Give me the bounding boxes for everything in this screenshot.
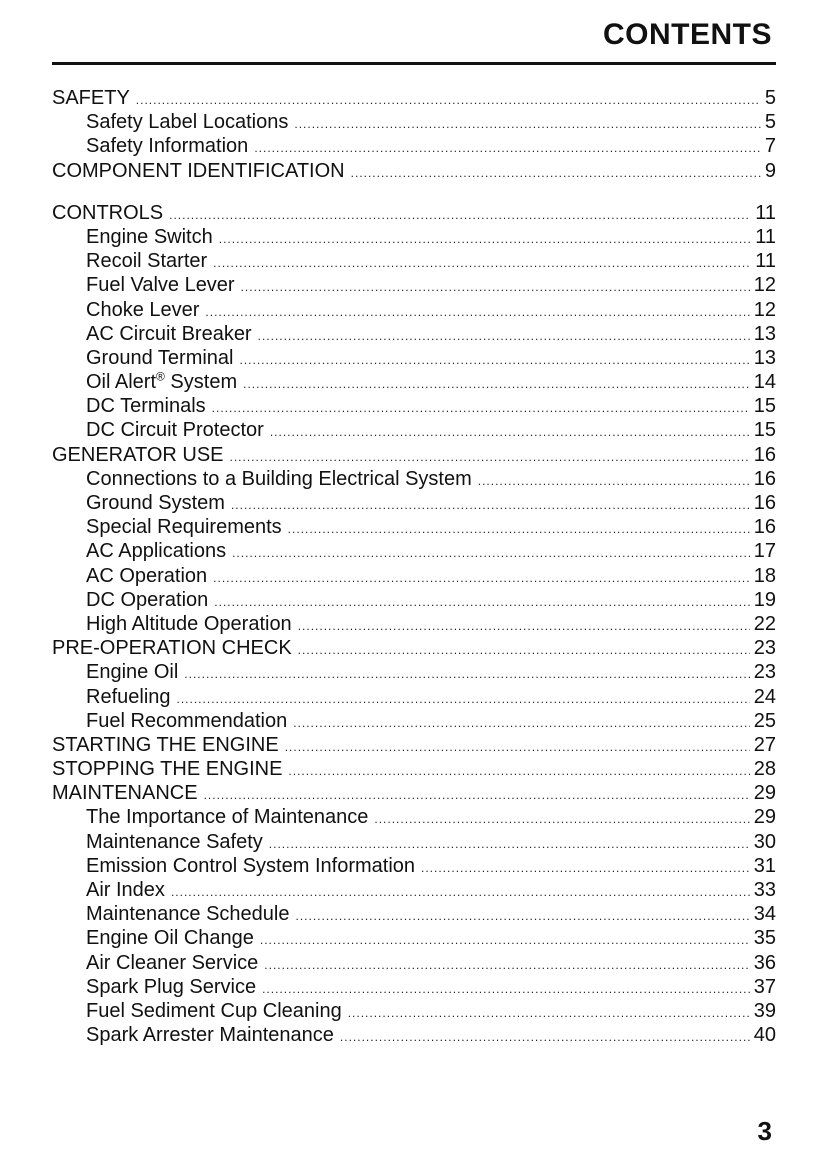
toc-page-number: 18 bbox=[753, 564, 776, 587]
toc-entry-label bbox=[52, 201, 163, 225]
dot-leader bbox=[254, 136, 761, 160]
toc-subsection-entry[interactable] bbox=[52, 322, 776, 346]
toc-entry-label bbox=[86, 322, 252, 346]
dot-leader bbox=[421, 856, 750, 880]
toc-entry-label bbox=[86, 902, 289, 926]
toc-entry-label bbox=[86, 370, 237, 394]
toc-page-number: 27 bbox=[753, 733, 776, 756]
toc-subsection-entry[interactable] bbox=[52, 418, 776, 442]
toc-subsection-entry[interactable] bbox=[52, 1023, 776, 1047]
toc-entry-label-text: Fuel Recommendation bbox=[86, 709, 288, 732]
toc-subsection-entry[interactable] bbox=[52, 975, 776, 999]
dot-leader bbox=[171, 880, 750, 904]
toc-entry-label bbox=[86, 854, 415, 878]
toc-page-number: 23 bbox=[753, 637, 776, 660]
toc-page-number: 12 bbox=[753, 298, 776, 321]
toc-entry-label-text: AC Circuit Breaker bbox=[86, 322, 252, 345]
dot-leader bbox=[270, 420, 750, 444]
toc-entry-label-text: Ground Terminal bbox=[86, 346, 234, 369]
dot-leader bbox=[298, 614, 750, 638]
toc-subsection-entry[interactable] bbox=[52, 110, 776, 134]
toc-entry-label-text: Choke Lever bbox=[86, 298, 200, 321]
toc-page-number: 16 bbox=[753, 516, 776, 539]
toc-subsection-entry[interactable] bbox=[52, 878, 776, 902]
toc-page-number: 5 bbox=[764, 111, 776, 134]
toc-page-number: 36 bbox=[753, 951, 776, 974]
toc-page-number: 23 bbox=[753, 661, 776, 684]
toc-entry-label-text: Connections to a Building Electrical System bbox=[86, 467, 472, 490]
toc-entry-label bbox=[86, 1023, 334, 1047]
toc-entry-label-text: The Importance of Maintenance bbox=[86, 806, 369, 829]
toc-entry-label-text: Spark Plug Service bbox=[86, 975, 257, 998]
toc-entry-label-text: DC Operation bbox=[86, 588, 209, 611]
toc-page-number: 29 bbox=[753, 806, 776, 829]
toc-entry-label-text: DC Circuit Protector bbox=[86, 419, 264, 442]
toc-page-number: 16 bbox=[753, 467, 776, 490]
toc-subsection-entry[interactable] bbox=[52, 249, 776, 273]
toc-subsection-entry[interactable] bbox=[52, 854, 776, 878]
toc-entry-label bbox=[86, 588, 208, 612]
toc-entry-label-text: Emission Control System Information bbox=[86, 854, 416, 877]
dot-leader bbox=[298, 638, 750, 662]
toc-page-number: 5 bbox=[764, 87, 776, 109]
dot-leader bbox=[231, 493, 750, 517]
dot-leader bbox=[213, 251, 751, 275]
dot-leader bbox=[285, 735, 750, 759]
dot-leader bbox=[269, 832, 750, 856]
toc-page-number: 24 bbox=[753, 685, 776, 708]
toc-subsection-entry[interactable] bbox=[52, 539, 776, 563]
page-number: 3 bbox=[757, 1116, 772, 1146]
toc-subsection-entry[interactable] bbox=[52, 394, 776, 418]
toc-entry-label-text: Refueling bbox=[86, 685, 171, 708]
dot-leader bbox=[177, 687, 750, 711]
toc-entry-label-text: GENERATOR USE bbox=[52, 443, 224, 466]
toc-entry-label bbox=[86, 298, 199, 322]
toc-page-number: 30 bbox=[753, 830, 776, 853]
toc-subsection-entry[interactable] bbox=[52, 660, 776, 684]
toc-section-entry[interactable] bbox=[52, 781, 776, 805]
toc-subsection-entry[interactable] bbox=[52, 370, 776, 394]
toc-entry-label-text: Safety Label Locations bbox=[86, 111, 289, 134]
dot-leader bbox=[219, 227, 751, 251]
toc-entry-label bbox=[86, 539, 226, 563]
toc-entry-label bbox=[86, 110, 288, 134]
toc-page-number: 7 bbox=[764, 135, 776, 158]
toc-subsection-entry[interactable] bbox=[52, 805, 776, 829]
toc-entry-label-text: STARTING THE ENGINE bbox=[52, 733, 279, 756]
toc-subsection-entry[interactable] bbox=[52, 467, 776, 491]
dot-leader bbox=[288, 517, 750, 541]
toc-entry-label bbox=[86, 999, 342, 1023]
toc-subsection-entry[interactable] bbox=[52, 346, 776, 370]
dot-leader bbox=[351, 161, 761, 185]
toc-entry-label bbox=[86, 346, 233, 370]
dot-leader bbox=[295, 904, 749, 928]
toc-page-number: 39 bbox=[753, 999, 776, 1022]
dot-leader bbox=[184, 662, 749, 686]
toc-page-number: 22 bbox=[753, 612, 776, 635]
toc-entry-label bbox=[86, 467, 472, 491]
toc-page-number: 11 bbox=[755, 225, 776, 248]
toc-subsection-entry[interactable] bbox=[52, 951, 776, 975]
toc-entry-label-text: Oil Alert bbox=[86, 371, 157, 394]
toc-page-number: 12 bbox=[753, 274, 776, 297]
toc-page-number: 16 bbox=[753, 443, 776, 466]
toc-entry-label-text: Recoil Starter bbox=[86, 250, 208, 273]
dot-leader bbox=[243, 372, 750, 396]
toc-subsection-entry[interactable] bbox=[52, 134, 776, 158]
toc-entry-label-text: AC Operation bbox=[86, 564, 208, 587]
toc-entry-label bbox=[86, 134, 248, 158]
toc-entry-label-text: Spark Arrester Maintenance bbox=[86, 1024, 334, 1047]
toc-page-number: 25 bbox=[753, 709, 776, 732]
toc-entry-label-text: Fuel Sediment Cup Cleaning bbox=[86, 999, 342, 1022]
dot-leader bbox=[239, 348, 749, 372]
title-divider bbox=[52, 62, 776, 65]
toc-entry-label-text: Engine Oil bbox=[86, 661, 179, 684]
toc-section-entry[interactable] bbox=[52, 733, 776, 757]
toc-subsection-entry[interactable] bbox=[52, 685, 776, 709]
toc-entry-label bbox=[52, 781, 198, 805]
toc-entry-label-text: Engine Oil Change bbox=[86, 927, 254, 950]
toc-page-number: 13 bbox=[753, 346, 776, 369]
toc-entry-label bbox=[86, 878, 165, 902]
toc-subsection-entry[interactable] bbox=[52, 491, 776, 515]
dot-leader bbox=[478, 469, 750, 493]
dot-leader bbox=[204, 783, 750, 807]
toc-entry-label-text: Engine Switch bbox=[86, 225, 213, 248]
toc-section-entry[interactable] bbox=[52, 443, 776, 467]
toc-entry-label bbox=[86, 394, 206, 418]
table-of-contents bbox=[52, 86, 776, 1047]
dot-leader bbox=[264, 953, 749, 977]
toc-entry-label bbox=[86, 515, 282, 539]
toc-subsection-entry[interactable] bbox=[52, 298, 776, 322]
toc-entry-label-text: High Altitude Operation bbox=[86, 612, 292, 635]
toc-entry-label-text: Safety Information bbox=[86, 135, 249, 158]
toc-page-number: 37 bbox=[753, 975, 776, 998]
toc-entry-label bbox=[86, 926, 254, 950]
toc-section-entry[interactable] bbox=[52, 636, 776, 660]
toc-entry-label-text: DC Terminals bbox=[86, 395, 206, 418]
toc-entry-label bbox=[86, 951, 258, 975]
toc-page-number: 31 bbox=[753, 854, 776, 877]
toc-page-number: 15 bbox=[753, 395, 776, 418]
toc-entry-label-text: Air Index bbox=[86, 879, 165, 901]
page-title: CONTENTS bbox=[603, 18, 772, 51]
toc-entry-label bbox=[86, 249, 207, 273]
toc-page-number: 19 bbox=[753, 588, 776, 611]
dot-leader bbox=[260, 928, 750, 952]
toc-entry-label bbox=[86, 491, 225, 515]
toc-entry-label-text: COMPONENT IDENTIFICATION bbox=[52, 159, 345, 182]
toc-entry-label-text: Maintenance Schedule bbox=[86, 903, 290, 926]
toc-entry-label-text: AC Applications bbox=[86, 540, 227, 563]
toc-entry-label bbox=[86, 660, 178, 684]
dot-leader bbox=[258, 324, 750, 348]
registered-mark: ® bbox=[156, 369, 165, 384]
dot-leader bbox=[212, 396, 750, 420]
dot-leader bbox=[293, 711, 750, 735]
toc-entry-label bbox=[52, 86, 130, 110]
toc-subsection-entry[interactable] bbox=[52, 515, 776, 539]
toc-entry-label-text: CONTROLS bbox=[52, 201, 164, 224]
toc-subsection-entry[interactable] bbox=[52, 902, 776, 926]
toc-entry-label bbox=[86, 273, 235, 297]
dot-leader bbox=[205, 300, 749, 324]
dot-leader bbox=[230, 445, 750, 469]
toc-entry-label bbox=[52, 733, 279, 757]
toc-section-entry[interactable] bbox=[52, 159, 776, 183]
dot-leader bbox=[241, 275, 750, 299]
toc-page-number: 34 bbox=[753, 903, 776, 926]
toc-page-number: 28 bbox=[753, 758, 776, 781]
dot-leader bbox=[348, 1001, 750, 1025]
toc-section-entry[interactable] bbox=[52, 86, 776, 110]
toc-page-number: 35 bbox=[753, 927, 776, 950]
toc-subsection-entry[interactable] bbox=[52, 588, 776, 612]
toc-entry-label-text: STOPPING THE ENGINE bbox=[52, 758, 283, 781]
dot-leader bbox=[262, 977, 750, 1001]
toc-entry-label bbox=[86, 830, 263, 854]
dot-leader bbox=[232, 541, 750, 565]
toc-entry-label-text: Special Requirements bbox=[86, 516, 282, 539]
toc-entry-label bbox=[86, 418, 264, 442]
dot-leader bbox=[340, 1025, 750, 1049]
toc-subsection-entry[interactable] bbox=[52, 830, 776, 854]
toc-page-number: 11 bbox=[755, 201, 776, 224]
toc-page-number: 9 bbox=[764, 159, 776, 182]
dot-leader bbox=[214, 590, 749, 614]
toc-entry-label bbox=[52, 159, 345, 183]
dot-leader bbox=[294, 112, 761, 136]
toc-entry-label-text: Maintenance Safety bbox=[86, 830, 263, 853]
toc-page-number: 33 bbox=[753, 879, 776, 901]
toc-entry-label bbox=[86, 975, 256, 999]
dot-leader bbox=[169, 203, 751, 227]
toc-page-number: 11 bbox=[755, 250, 776, 273]
toc-page-number: 14 bbox=[753, 371, 776, 394]
toc-entry-label bbox=[86, 805, 368, 829]
toc-page-number: 16 bbox=[753, 492, 776, 514]
toc-entry-label-suffix: System bbox=[164, 371, 238, 394]
toc-entry-label-text: Fuel Valve Lever bbox=[86, 274, 235, 297]
dot-leader bbox=[213, 566, 750, 590]
toc-section-entry[interactable] bbox=[52, 201, 776, 225]
dot-leader bbox=[288, 759, 749, 783]
toc-subsection-entry[interactable] bbox=[52, 926, 776, 950]
toc-page-number: 40 bbox=[753, 1024, 776, 1047]
toc-page-number: 17 bbox=[753, 540, 776, 563]
toc-subsection-entry[interactable] bbox=[52, 225, 776, 249]
toc-entry-label-text: PRE-OPERATION CHECK bbox=[52, 637, 292, 660]
toc-entry-label bbox=[86, 709, 287, 733]
toc-entry-label bbox=[52, 443, 224, 467]
toc-page-number: 13 bbox=[753, 322, 776, 345]
toc-subsection-entry[interactable] bbox=[52, 273, 776, 297]
toc-page-number: 29 bbox=[753, 782, 776, 805]
toc-subsection-entry[interactable] bbox=[52, 709, 776, 733]
toc-entry-label bbox=[52, 636, 292, 660]
toc-section-entry[interactable] bbox=[52, 757, 776, 781]
dot-leader bbox=[136, 88, 761, 112]
toc-entry-label bbox=[86, 225, 213, 249]
toc-entry-label-text: Air Cleaner Service bbox=[86, 951, 259, 974]
toc-subsection-entry[interactable] bbox=[52, 999, 776, 1023]
toc-entry-label-text: MAINTENANCE bbox=[52, 782, 198, 805]
toc-entry-label bbox=[86, 612, 292, 636]
toc-entry-label bbox=[52, 757, 282, 781]
toc-subsection-entry[interactable] bbox=[52, 564, 776, 588]
toc-entry-label-text: SAFETY bbox=[52, 87, 130, 109]
toc-entry-label-text: Ground System bbox=[86, 492, 225, 514]
toc-entry-label bbox=[86, 685, 171, 709]
toc-entry-label bbox=[86, 564, 207, 588]
toc-subsection-entry[interactable] bbox=[52, 612, 776, 636]
toc-page-number: 15 bbox=[753, 419, 776, 442]
dot-leader bbox=[374, 807, 749, 831]
